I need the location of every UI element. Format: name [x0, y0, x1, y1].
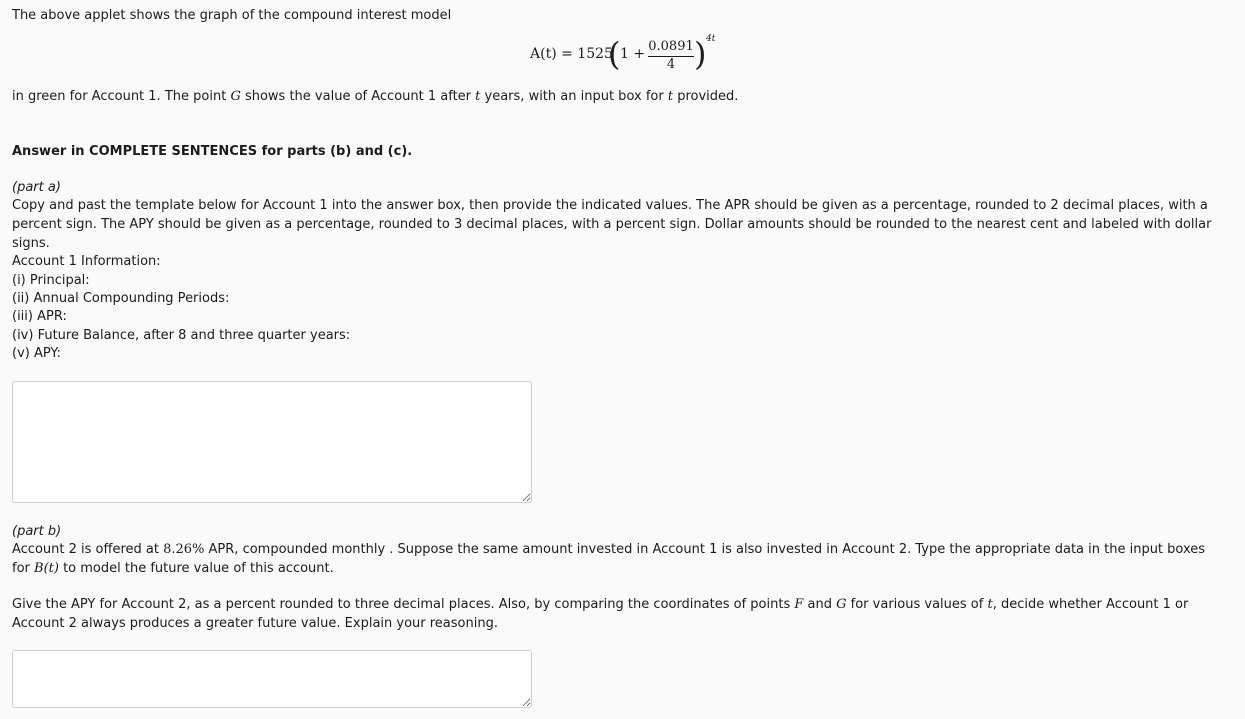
intro-text: provided.: [673, 89, 739, 104]
t-symbol: t: [475, 89, 481, 104]
point-g-symbol: G: [836, 597, 847, 612]
template-item: (v) APY:: [12, 346, 62, 361]
compound-interest-formula: [530, 34, 730, 78]
intro-line: The above applet shows the graph of the compound interest model: [12, 8, 452, 23]
t-symbol: t: [987, 597, 993, 612]
apr-rate: 8.26%: [163, 542, 205, 557]
part-b-description: [12, 540, 1227, 578]
formula-denominator: 4: [666, 57, 676, 72]
part-b-text: Account 2 is offered at: [12, 542, 164, 557]
formula-fraction: [648, 38, 694, 72]
formula-exponent: 4t: [706, 34, 716, 44]
intro-text: shows the value of Account 1 after: [240, 89, 476, 104]
question-text: Give the APY for Account 2, as a percent rounded to three decimal places. Also, by comparing the coordinates of points: [12, 597, 795, 612]
formula-close-paren: ): [694, 35, 707, 73]
instruction-heading: Answer in COMPLETE SENTENCES for parts (b) and (c).: [12, 144, 413, 159]
formula-lhs: A(t) = 1525: [530, 46, 613, 62]
part-a-answer-box[interactable]: [12, 381, 532, 503]
formula-one-plus: 1 +: [620, 46, 646, 62]
b-of-t-symbol: B(t): [34, 561, 59, 576]
template-item: (iv) Future Balance, after 8 and three quarter years:: [12, 328, 351, 343]
formula-numerator: 0.0891: [648, 39, 694, 54]
question-text: , decide whether Account 1 or Account 2 always produces a greater future value. Explain your reasoning.: [12, 597, 1189, 631]
intro-text: in green for Account 1. The point: [12, 89, 231, 104]
part-a-instructions: Copy and past the template below for Account 1 into the answer box, then provide the indicated values. The APR should be given as a percentage, rounded to 2 decimal places, with a percent sign. The APY should be given as a percentage, rounded to 3 decimal places, with a percent sign. Dollar amounts should be rounded to the nearest cent and labeled with dollar signs.: [12, 198, 1212, 251]
t-symbol: t: [667, 89, 674, 104]
intro-text: years, with an input box for: [480, 89, 668, 104]
intro-description: [12, 87, 738, 106]
template-item: (iii) APR:: [12, 309, 67, 324]
question-text: and: [803, 597, 837, 612]
point-f-symbol: F: [794, 597, 804, 612]
part-a-label: (part a): [12, 180, 61, 195]
part-b-text: to model the future value of this account.: [58, 561, 334, 576]
template-item: (i) Principal:: [12, 273, 90, 288]
question-text: for various values of: [846, 597, 988, 612]
part-b-text: APR, compounded monthly . Suppose the same amount invested in Account 1 is also invested in Account 2. Type the appropriate data in the input boxes for: [12, 542, 1206, 576]
template-title: Account 1 Information:: [12, 254, 161, 269]
formula-open-paren: (: [608, 35, 621, 73]
part-b-question: [12, 595, 1227, 633]
part-b-answer-box[interactable]: [12, 650, 532, 708]
template-item: (ii) Annual Compounding Periods:: [12, 291, 230, 306]
point-g-symbol: G: [230, 89, 241, 104]
part-b-label: (part b): [12, 524, 62, 539]
